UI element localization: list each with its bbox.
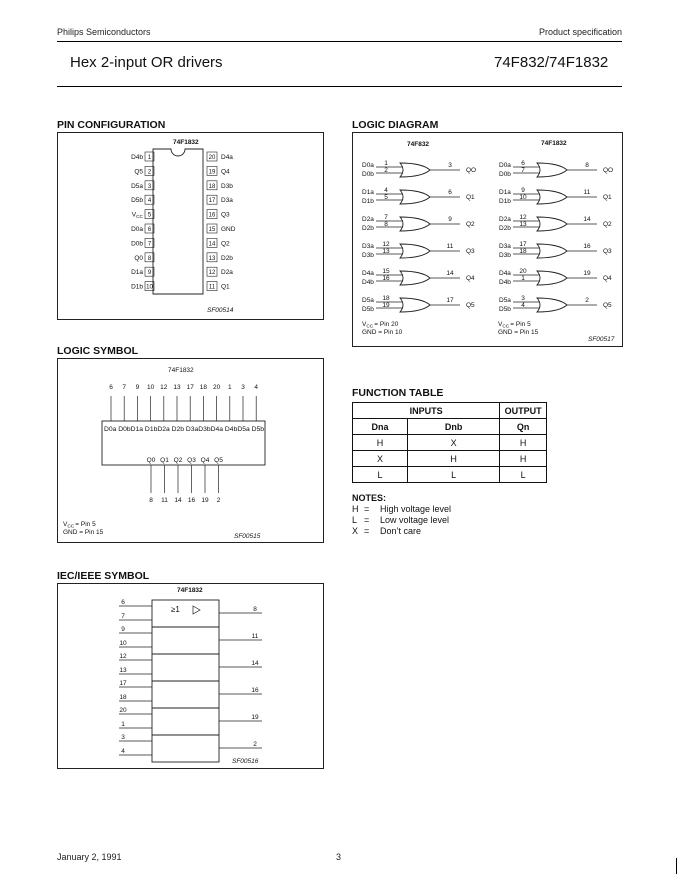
- pin-number: 19: [382, 302, 390, 309]
- pin-number: 8: [585, 162, 589, 169]
- pin-number: 2: [384, 167, 388, 174]
- iec-chip-label: 74F1832: [177, 587, 203, 594]
- table-row: [353, 435, 547, 451]
- table-cell: L: [408, 467, 500, 483]
- ft-output-header: OUTPUT: [500, 403, 547, 419]
- gate-input-b: D4b: [362, 279, 374, 286]
- note-item: H = High voltage level: [352, 504, 452, 514]
- pin-number: 20: [208, 155, 216, 161]
- or-gate: [400, 271, 430, 285]
- gate-input-a: D4a: [499, 270, 511, 277]
- pin-number: 4: [147, 198, 152, 205]
- pin-number: 5: [384, 194, 388, 201]
- notes-title: NOTES:: [352, 493, 387, 503]
- output-pin-number: 11: [161, 497, 168, 504]
- pin-number: 11: [208, 284, 216, 291]
- pin-number: 19: [583, 270, 591, 277]
- output-pin-number: 2: [216, 497, 221, 504]
- iec-input-pin: 9: [121, 626, 125, 633]
- iec-input-pin: 6: [121, 599, 125, 606]
- pin-number: 20: [519, 268, 527, 275]
- gate-output: QO: [466, 167, 477, 174]
- logic-diagram-heading: LOGIC DIAGRAM: [352, 119, 439, 131]
- logic-diagram-title-right: 74F1832: [541, 140, 567, 147]
- gate-output: Q2: [466, 221, 475, 228]
- pin-number: 14: [583, 216, 591, 223]
- gate-input-a: D5a: [362, 297, 374, 304]
- gate-input-b: D2b: [362, 225, 374, 232]
- page-number: 3: [336, 852, 342, 862]
- gate-output: Q2: [603, 221, 612, 228]
- table-cell: H: [408, 451, 500, 467]
- iec-symbol-heading: IEC/IEEE SYMBOL: [57, 570, 150, 582]
- input-pin-number: 9: [135, 384, 140, 391]
- pin-number: 16: [583, 243, 591, 250]
- table-cell: L: [500, 467, 547, 483]
- table-cell: X: [353, 451, 408, 467]
- pin-configuration-diagram: [57, 132, 324, 320]
- iec-output-pin: 14: [251, 660, 259, 667]
- gate-output: QO: [603, 167, 614, 174]
- iec-input-pin: 18: [119, 694, 127, 701]
- gate-input-a: D4a: [362, 270, 374, 277]
- pin-name: D4a: [221, 154, 233, 161]
- pin-number: 7: [147, 241, 152, 248]
- iec-output-pin: 16: [251, 687, 259, 694]
- pin-number: 11: [583, 189, 591, 196]
- gate-input-a: D3a: [362, 243, 374, 250]
- output-name: Q4: [200, 457, 210, 464]
- logic-symbol-chip: 74F1832: [168, 367, 194, 374]
- iec-output-pin: 8: [253, 606, 257, 613]
- or-gate: [400, 190, 430, 204]
- input-pin-number: 17: [186, 384, 194, 391]
- title-rule: [57, 86, 622, 87]
- pin-name: D2a: [221, 269, 233, 277]
- table-cell: L: [353, 467, 408, 483]
- logic-symbol: [57, 358, 324, 543]
- gate-output: Q4: [466, 275, 475, 282]
- ld-left-vcc: V: [362, 321, 367, 328]
- iec-output-pin: 19: [251, 714, 259, 721]
- svg-text:VCC= Pin 5: $V_{CC}=$ Pin 5: [498, 321, 531, 330]
- iec-input-pin: 3: [121, 734, 125, 741]
- or-gate: [537, 244, 567, 258]
- pin-name: GND: [221, 226, 236, 233]
- note-item: L = Low voltage level: [352, 515, 450, 525]
- gate-input-b: D2b: [499, 225, 511, 232]
- iec-code: SF00516: [232, 758, 259, 765]
- pin-name: $V_{CC}$: [131, 211, 143, 221]
- output-pin-number: 19: [201, 497, 209, 504]
- or-gate: [537, 271, 567, 285]
- pin-name: Q3: [221, 211, 230, 219]
- ld-right-gnd: GND = Pin 15: [498, 329, 539, 336]
- gate-input-b: D4b: [499, 279, 511, 286]
- pin-name: Q4: [221, 168, 230, 176]
- input-pin-number: 7: [122, 384, 127, 391]
- table-row: [353, 451, 547, 467]
- input-pin-number: 1: [227, 384, 232, 391]
- input-pin-number: 12: [160, 384, 168, 391]
- pin-name: D0a: [131, 226, 143, 233]
- iec-input-pin: 20: [119, 707, 127, 714]
- gate-output: Q1: [603, 194, 612, 201]
- gate-input-b: D5b: [362, 306, 374, 313]
- gate-input-a: D0a: [499, 162, 511, 169]
- input-pin-number: 18: [199, 384, 208, 391]
- pin-number: 13: [519, 221, 527, 228]
- pin-number: 4: [384, 187, 388, 194]
- pin-name: Q2: [221, 240, 230, 248]
- pin-number: 17: [519, 241, 527, 248]
- pin-number: 5: [147, 212, 152, 219]
- input-pin-number: 13: [173, 384, 181, 391]
- pin-name: D0b: [131, 240, 143, 248]
- output-pin-number: 14: [174, 497, 182, 504]
- pin-number: 18: [382, 295, 390, 302]
- input-pin-number: 3: [241, 384, 245, 391]
- function-table-heading: FUNCTION TABLE: [352, 387, 444, 399]
- pin-number: 4: [521, 302, 525, 309]
- pin-number: 10: [519, 194, 527, 201]
- page-title: Hex 2-input OR drivers: [70, 54, 223, 71]
- logic-diagram: [352, 132, 623, 347]
- pin-name: D5b: [131, 197, 143, 205]
- pin-number: 12: [208, 270, 216, 277]
- logic-diagram-code: SF00517: [588, 336, 615, 343]
- gate-input-b: D0b: [499, 171, 511, 178]
- pin-name: D5a: [131, 182, 143, 190]
- table-cell: H: [353, 435, 408, 451]
- or-gate: [400, 244, 430, 258]
- or-gate: [400, 298, 430, 312]
- gate-output: Q3: [466, 248, 475, 255]
- pin-config-code: SF00514: [207, 307, 234, 314]
- logic-diagram-title-left: 74F832: [407, 141, 430, 148]
- pin-number: 1: [147, 155, 152, 161]
- output-name: Q0: [146, 457, 156, 464]
- ft-col-qn: Qn: [500, 419, 547, 435]
- pin-number: 3: [147, 183, 152, 190]
- iec-input-pin: 17: [119, 680, 127, 687]
- pin-number: 1: [521, 275, 525, 282]
- page-edge-mark: [676, 858, 677, 874]
- pin-config-heading: PIN CONFIGURATION: [57, 119, 166, 131]
- input-pin-number: 6: [109, 384, 113, 391]
- notes-block: [352, 493, 451, 537]
- logic-symbol-heading: LOGIC SYMBOL: [57, 345, 139, 357]
- iec-qualifier: ≥1: [171, 605, 180, 614]
- gate-output: Q3: [603, 248, 612, 255]
- iec-input-pin: 12: [119, 653, 127, 660]
- pin-name: D1b: [131, 283, 143, 291]
- gate-input-b: D1b: [362, 198, 374, 205]
- gate-input-a: D2a: [362, 216, 374, 223]
- svg-text:VCC= Pin 5: $V_{CC}=$ Pin 5: [63, 521, 96, 530]
- pin-number: 1: [384, 160, 388, 167]
- ld-right-vcc: V: [498, 321, 503, 328]
- pin-number: 18: [208, 183, 216, 190]
- pin-number: 6: [448, 189, 452, 196]
- gate-input-a: D2a: [499, 216, 511, 223]
- table-row: [353, 467, 547, 483]
- pin-number: 7: [384, 214, 388, 221]
- pin-number: 2: [585, 297, 589, 304]
- pin-name: D2b: [221, 254, 233, 262]
- ft-col-dnb: Dnb: [408, 419, 500, 435]
- iec-output-pin: 2: [253, 741, 257, 748]
- output-name: Q3: [187, 457, 196, 464]
- part-number: 74F832/74F1832: [494, 54, 609, 71]
- logic-symbol-input-names: D0a D0bD1a D1bD2a D2b D3aD3bD4a D4bD5a D5b: [104, 426, 265, 433]
- gate-input-b: D0b: [362, 171, 374, 178]
- header-rule: [57, 41, 622, 42]
- gate-input-a: D5a: [499, 297, 511, 304]
- or-gate: [537, 298, 567, 312]
- ft-inputs-header: INPUTS: [353, 403, 500, 419]
- pin-name: D1a: [131, 269, 143, 277]
- ls-gnd-note: GND = Pin 15: [63, 529, 104, 536]
- gate-input-b: D3b: [499, 252, 511, 259]
- or-gate: [537, 217, 567, 231]
- logic-symbol-code: SF00515: [234, 533, 261, 540]
- pin-number: 17: [208, 198, 216, 205]
- gate-output: Q5: [466, 302, 475, 309]
- pin-name: D3b: [221, 182, 233, 190]
- pin-number: 9: [147, 270, 152, 277]
- table-cell: H: [500, 435, 547, 451]
- pin-number: 9: [448, 216, 452, 223]
- table-cell: X: [408, 435, 500, 451]
- note-item: X = Don’t care: [352, 526, 422, 536]
- pin-number: 2: [147, 169, 152, 176]
- pin-number: 12: [382, 241, 390, 248]
- gate-input-a: D0a: [362, 162, 374, 169]
- iec-input-pin: 4: [121, 748, 125, 755]
- pin-number: 3: [521, 295, 525, 302]
- pin-number: 6: [521, 160, 525, 167]
- iec-ieee-symbol: [57, 583, 324, 769]
- ls-vcc-label: V: [63, 521, 68, 528]
- function-table: [352, 402, 547, 483]
- pin-number: 3: [448, 162, 452, 169]
- pin-number: 14: [208, 241, 216, 248]
- pin-number: 9: [521, 187, 525, 194]
- pin-number: 13: [382, 248, 390, 255]
- gate-input-a: D3a: [499, 243, 511, 250]
- output-name: Q5: [214, 457, 223, 464]
- pin-number: 11: [446, 243, 454, 250]
- pin-name: D4b: [131, 154, 143, 161]
- pin-name: D3a: [221, 197, 233, 205]
- document-type: Product specification: [538, 27, 622, 37]
- gate-input-b: D5b: [499, 306, 511, 313]
- gate-input-b: D1b: [499, 198, 511, 205]
- iec-input-pin: 7: [121, 613, 125, 620]
- pin-number: 16: [208, 212, 216, 219]
- pin-number: 13: [208, 255, 216, 262]
- input-pin-number: 10: [146, 384, 155, 391]
- output-pin-number: 16: [187, 497, 196, 504]
- gate-input-a: D1a: [362, 189, 374, 196]
- iec-input-pin: 1: [121, 721, 125, 728]
- table-cell: H: [500, 451, 547, 467]
- pin-number: 7: [521, 167, 525, 174]
- iec-input-pin: 13: [119, 667, 127, 674]
- or-gate: [400, 163, 430, 177]
- gate-input-a: D1a: [499, 189, 511, 196]
- gate-input-b: D3b: [362, 252, 374, 259]
- footer-date: January 2, 1991: [57, 852, 122, 862]
- pin-name: Q1: [221, 283, 230, 291]
- pin-number: 8: [384, 221, 388, 228]
- pin-number: 8: [147, 255, 152, 262]
- input-pin-number: 20: [212, 384, 221, 391]
- pin-number: 17: [446, 297, 454, 304]
- input-pin-number: 4: [254, 384, 259, 391]
- pin-number: 10: [146, 284, 153, 291]
- pin-number: 15: [382, 268, 390, 275]
- ft-col-dna: Dna: [353, 419, 408, 435]
- pin-number: 18: [519, 248, 527, 255]
- pin-number: 14: [446, 270, 454, 277]
- pin-name: Q0: [134, 254, 143, 262]
- iec-output-pin: 11: [251, 633, 259, 640]
- or-gate: [537, 190, 567, 204]
- pin-number: 6: [147, 227, 152, 233]
- company-name: Philips Semiconductors: [57, 27, 151, 37]
- iec-input-pin: 10: [119, 640, 127, 647]
- pin-config-chip-label: 74F1832: [173, 139, 199, 146]
- gate-output: Q4: [603, 275, 612, 282]
- pin-name: Q5: [134, 168, 143, 176]
- ld-left-gnd: GND = Pin 10: [362, 329, 403, 336]
- pin-number: 15: [208, 227, 216, 233]
- or-gate: [537, 163, 567, 177]
- or-gate: [400, 217, 430, 231]
- pin-number: 16: [382, 275, 390, 282]
- output-name: Q1: [160, 457, 169, 464]
- gate-output: Q5: [603, 302, 612, 309]
- pin-number: 19: [208, 169, 216, 176]
- gate-output: Q1: [466, 194, 475, 201]
- output-name: Q2: [173, 457, 183, 464]
- svg-text:VCC= Pin 20: $V_{CC}=$ Pin 20: [362, 321, 399, 330]
- output-pin-number: 8: [149, 497, 153, 504]
- pin-number: 12: [519, 214, 527, 221]
